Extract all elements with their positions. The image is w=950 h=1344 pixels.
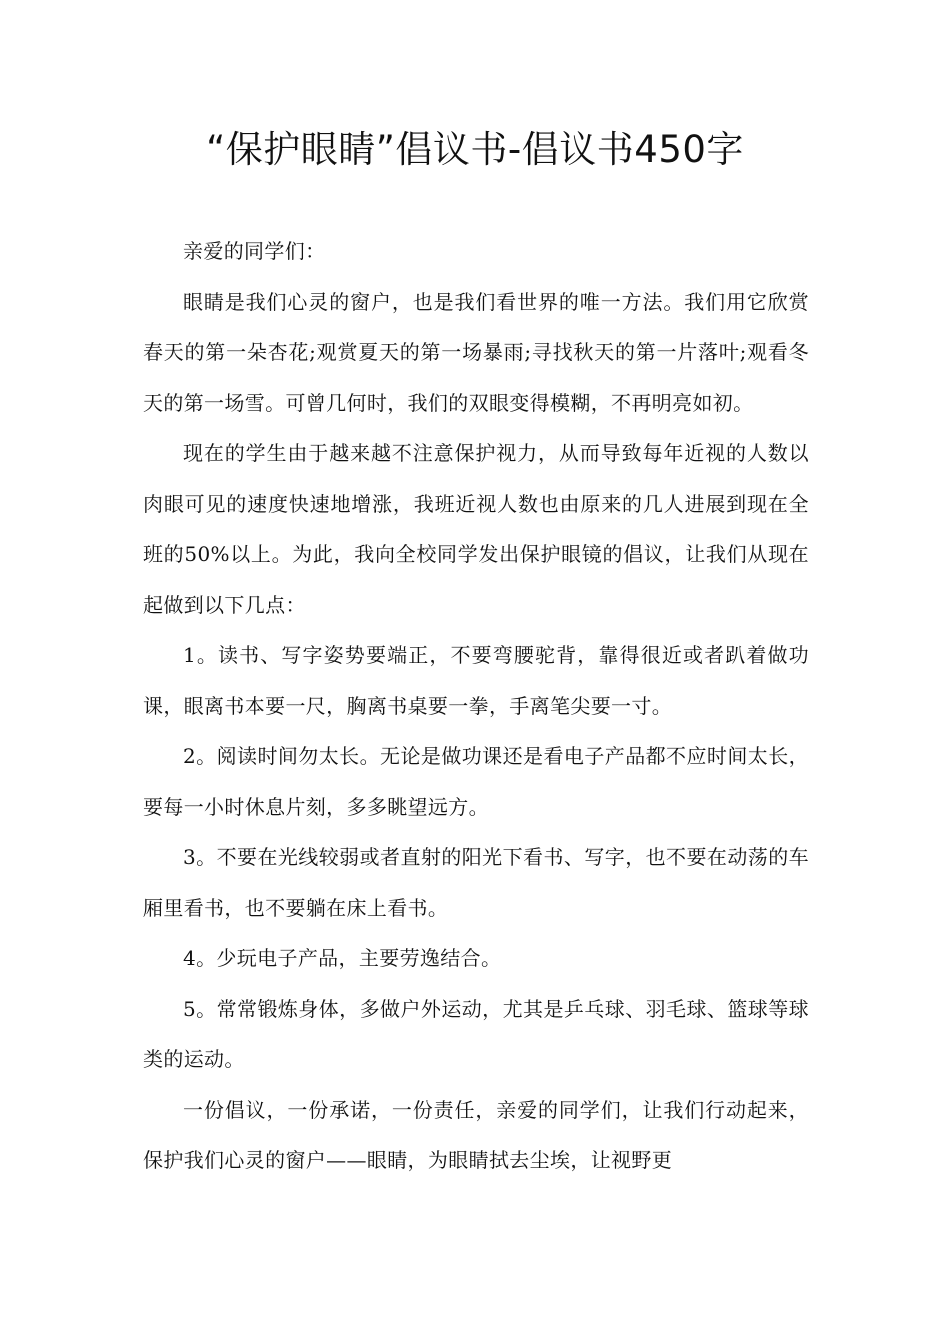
greeting-paragraph: 亲爱的同学们：: [183, 239, 326, 263]
point-4-paragraph: 4。少玩电子产品，主要劳逸结合。: [183, 946, 502, 970]
document-title: “保护眼睛”倡议书-倡议书450字: [206, 128, 744, 171]
situation-paragraph: 现在的学生由于越来越不注意保护视力，从而导致每年近视的人数以肉眼可见的速度快速地增涨，我班近视人数也由原来的几人进展到现在全班的50%以上。为此，我向全校同学发出保护眼镜的倡议，让我们从现在起做到以下几点：: [143, 441, 809, 617]
point-1-paragraph: 1。读书、写字姿势要端正，不要弯腰驼背，靠得很近或者趴着做功课，眼离书本要一尺，胸离书桌要一拳，手离笔尖要一寸。: [143, 643, 809, 718]
intro-paragraph: 眼睛是我们心灵的窗户，也是我们看世界的唯一方法。我们用它欣赏春天的第一朵杏花;观赏夏天的第一场暴雨;寻找秋天的第一片落叶;观看冬天的第一场雪。可曾几何时，我们的双眼变得模糊，不再明亮如初。: [143, 289, 809, 415]
closing-paragraph: 一份倡议，一份承诺，一份责任，亲爱的同学们，让我们行动起来，保护我们心灵的窗户——眼睛，为眼睛拭去尘埃，让视野更: [143, 1097, 809, 1172]
point-5-paragraph: 5。常常锻炼身体，多做户外运动，尤其是乒乓球、羽毛球、篮球等球类的运动。: [143, 996, 809, 1071]
document-body: [143, 226, 809, 1186]
point-2-paragraph: 2。阅读时间勿太长。无论是做功课还是看电子产品都不应时间太长，要每一小时休息片刻，多多眺望远方。: [143, 744, 809, 819]
point-3-paragraph: 3。不要在光线较弱或者直射的阳光下看书、写字，也不要在动荡的车厢里看书，也不要躺在床上看书。: [143, 845, 809, 920]
